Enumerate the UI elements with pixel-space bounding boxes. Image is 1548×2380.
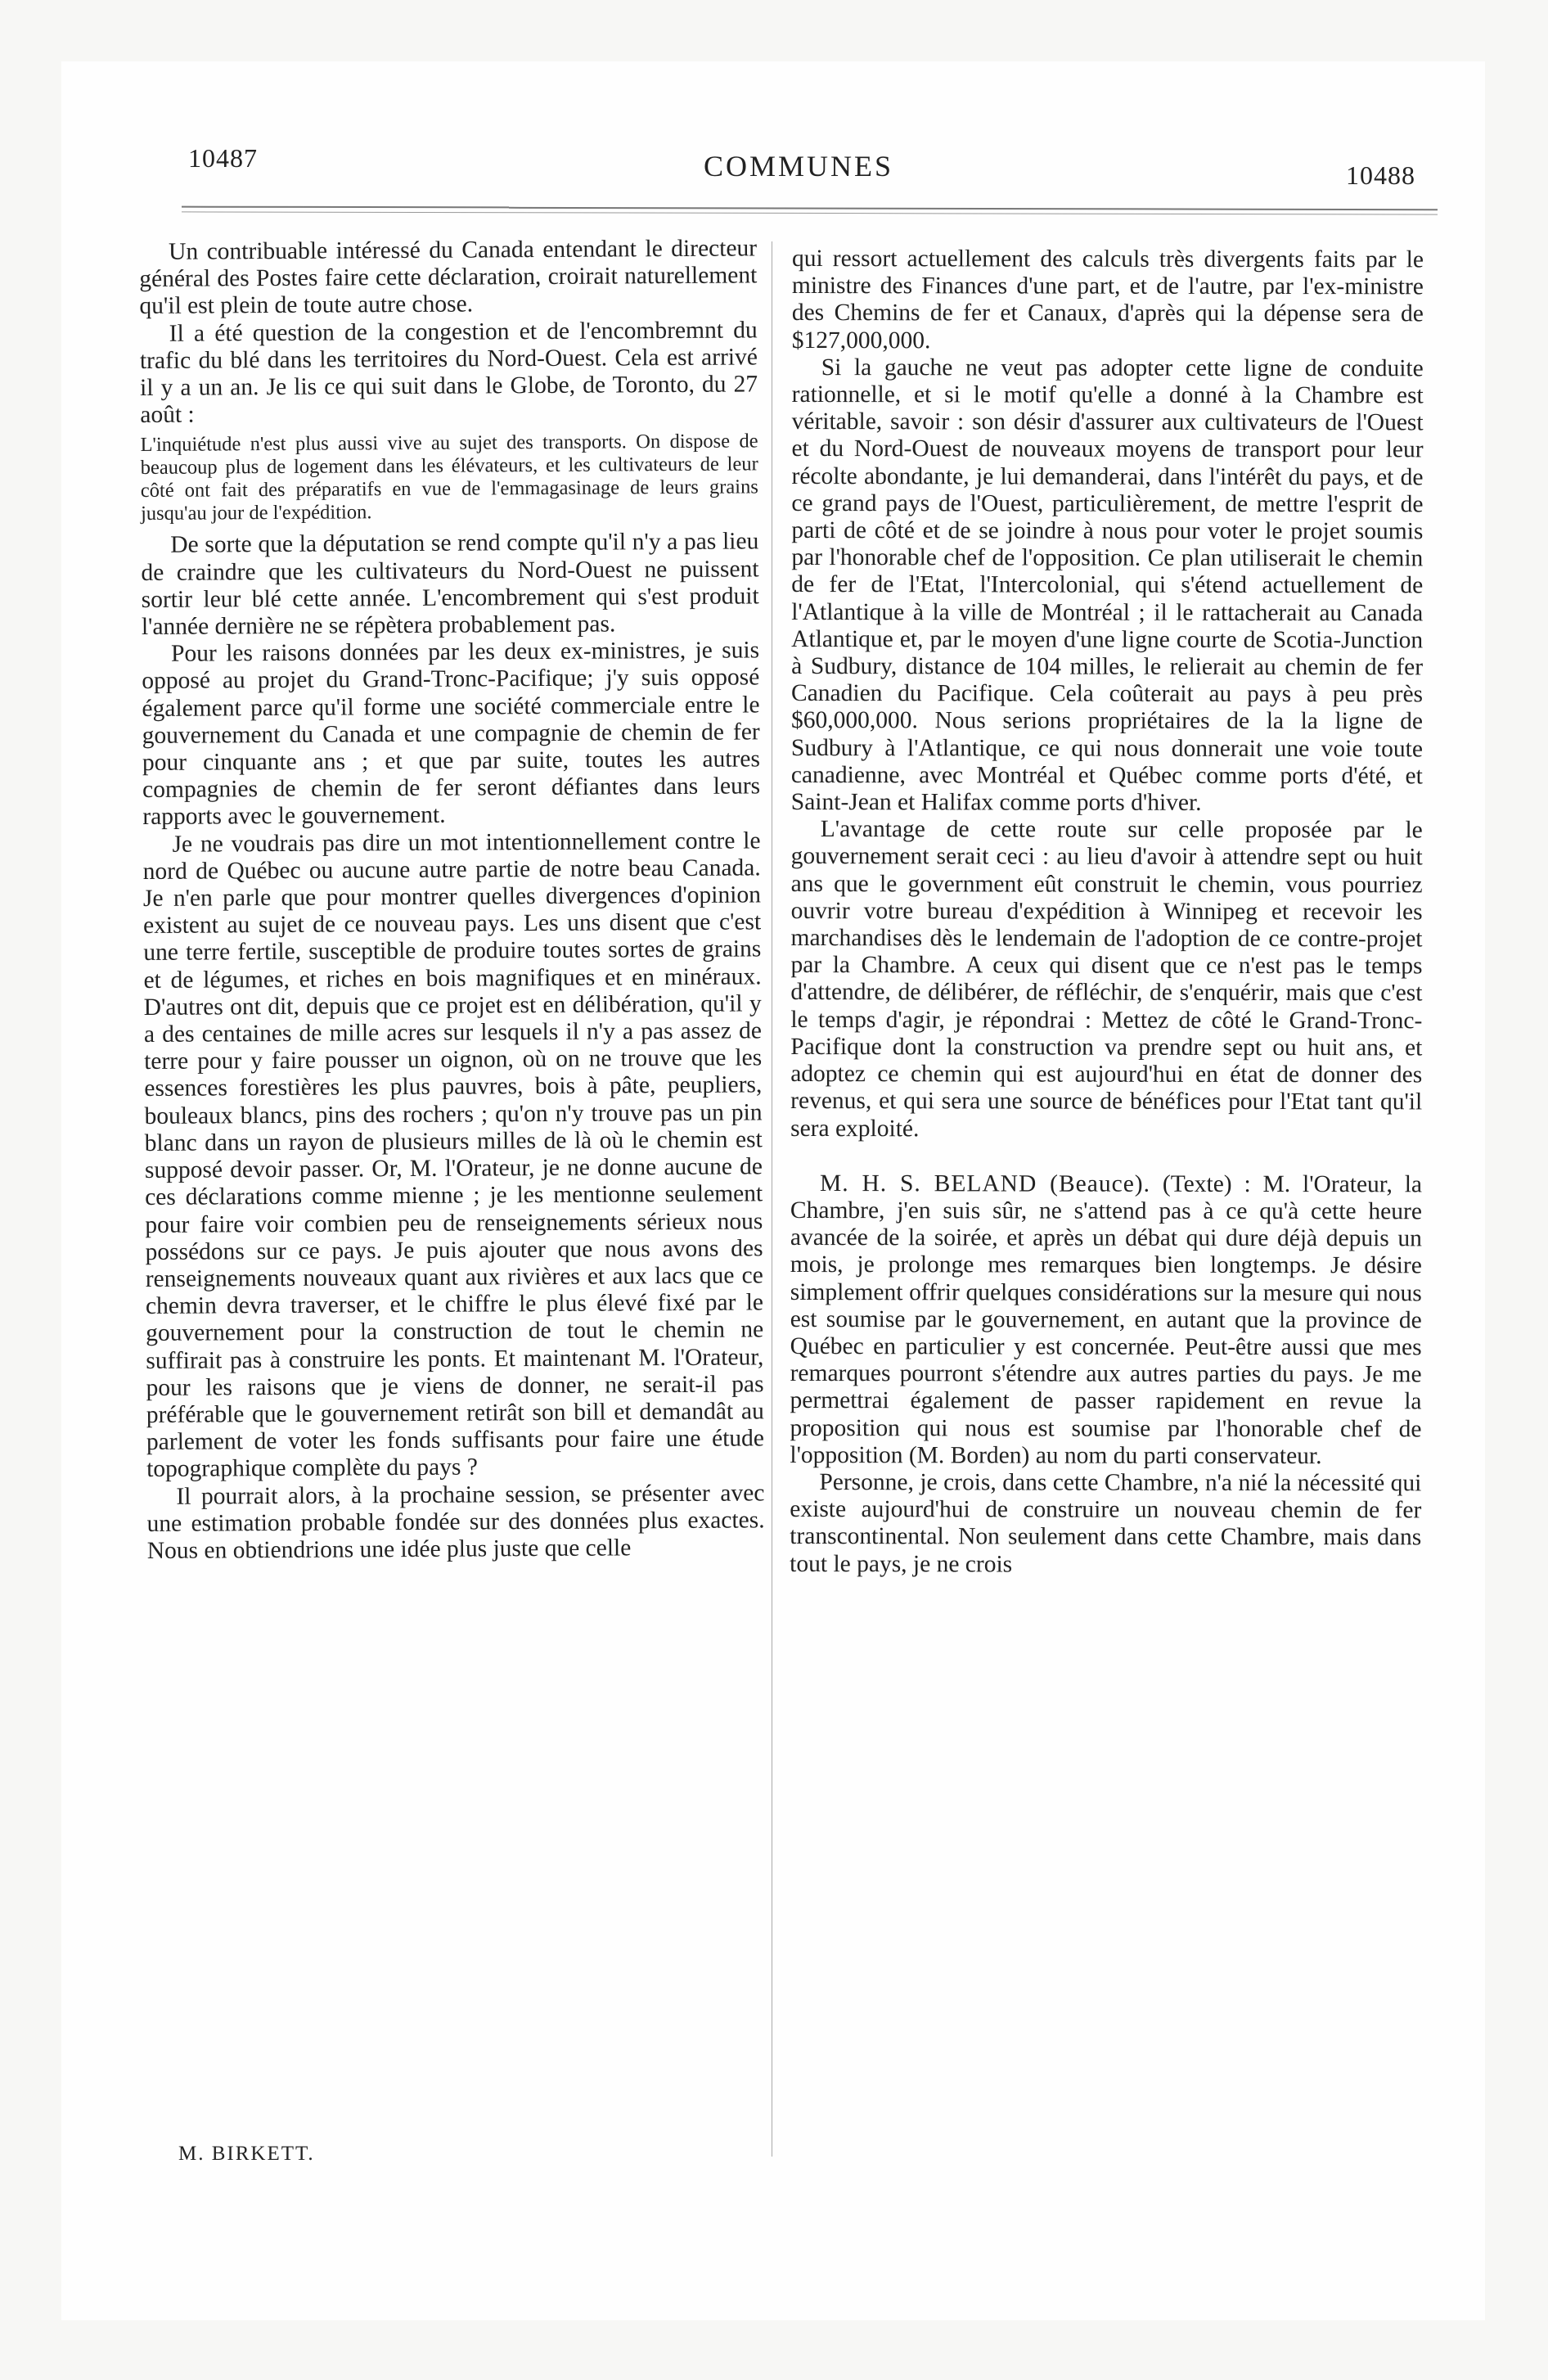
page-number-right: 10488 xyxy=(1346,160,1415,190)
paragraph: Il a été question de la congestion et de l'encombremnt du trafic du blé dans les territoires du Nord-Ouest. Cela est arrivé il y a un an. Je lis ce qui suit dans le Globe, de Toronto, du 27 août : xyxy=(139,316,758,429)
page-number-left: 10487 xyxy=(188,143,258,173)
footer-speaker-tag: M. BIRKETT. xyxy=(178,2143,315,2165)
speaker-name: M. H. S. BELAND (Beauce). xyxy=(819,1170,1151,1197)
paragraph-continued: qui ressort actuellement des calculs très divergents faits par le ministre des Finances d'une part, et de l'autre, par l'ex-ministre des Chemins de fer et Canaux, d'après qui la dépense sera de $127,000,000. xyxy=(791,246,1424,354)
paragraph: Personne, je crois, dans cette Chambre, n'a nié la nécessité qui existe aujourd'hui de construire un nouveau chemin de fer transcontinental. Non seulement dans cette Chambre, mais dans tout le pays, je ne crois xyxy=(790,1468,1422,1578)
paragraph: Si la gauche ne veut pas adopter cette ligne de conduite rationnelle, et si le motif qu'elle a donné à la Chambre est véritable, savoir : son désir d'assurer aux cultivateurs de l'Ouest et du Nord-Ouest de nouveaux moyens de transport pour leur récolte abondante, je lui demanderai, dans l'intérêt du pays, et de ce grand pays de l'Ouest, particulièrement, de mettre l'esprit de parti de côté et de se joindre à nous pour voter le projet soumis par l'honorable chef de l'opposition. Ce plan utiliserait le chemin de fer de l'Etat, l'Intercolonial, qui s'étend actuellement de l'Atlantique à la ville de Montréal ; il le rattacherait au Canada Atlantique et, par le moyen d'une ligne courte de Scotia-Junction à Sudbury, distance de 104 milles, le relierait au chemin de fer Canadien du Pacifique. Cela coûterait au pays à peu près $60,000,000. Nous serions propriétaires de la la ligne de Sudbury à l'Atlantique, ce qui nous donnerait une voie toute canadienne, avec Montréal et Québec comme ports d'été, et Saint-Jean et Halifax comme ports d'hiver. xyxy=(790,354,1424,816)
speech-paragraph xyxy=(790,1170,1422,1471)
paragraph: De sorte que la députation se rend compte qu'il n'y a pas lieu de craindre que les cultivateurs du Nord-Ouest ne puissent sortir leur blé cette année. L'encombrement qui s'est produit l'année dernière ne se répètera probablement pas. xyxy=(141,528,759,641)
paragraph: Un contribuable intéressé du Canada entendant le directeur général des Postes faire cette déclaration, croirait naturellement qu'il est plein de toute autre chose. xyxy=(139,235,758,320)
block-quote: L'inquiétude n'est plus aussi vive au sujet des transports. On dispose de beaucoup plus de logement dans les élévateurs, et les cultivateurs de leur côté ont fait des préparatifs en vue de l'emmagasinage de leurs grains jusqu'au jour de l'expédition. xyxy=(140,430,758,525)
paragraph: Pour les raisons données par les deux ex-ministres, je suis opposé au projet du Grand-Tronc-Pacifique; j'y suis opposé également parce qu'il forme une société commerciale entre le gouvernement du Canada et une compagnie de chemin de fer pour cinquante ans ; et que par suite, toutes les autres compagnies de chemin de fer seront défiantes dans leurs rapports avec le gouvernement. xyxy=(142,637,761,831)
left-column xyxy=(139,235,765,1565)
running-title: COMMUNES xyxy=(704,150,894,183)
paragraph: Il pourrait alors, à la prochaine session, se présenter avec une estimation probable fondée sur des données plus exactes. Nous en obtiendrions une idée plus juste que celle xyxy=(146,1479,765,1564)
right-column xyxy=(790,246,1424,1579)
paragraph: Je ne voudrais pas dire un mot intentionnellement contre le nord de Québec ou aucune autre partie de notre beau Canada. Je n'en parle que pour montrer quelles divergences d'opinion existent au sujet de ce nouveau pays. Les uns disent que c'est une terre fertile, susceptible de produire toutes sortes de grains et de légumes, et riches en bois magnifiques et en minéraux. D'autres ont dit, depuis que ce projet est en délibération, qu'il y a des centaines de mille acres sur lesquels il n'y a pas assez de terre pour y faire pousser un oignon, où on ne trouve que les essences forestières les plus pauvres, bois à pâte, peupliers, bouleaux blancs, pins des rochers ; qu'on n'y trouve pas un pin blanc dans un rayon de plusieurs milles de là où le chemin est supposé devoir passer. Or, M. l'Orateur, je ne donne aucune de ces déclarations comme mienne ; je les mentionne seulement pour faire voir combien peu de renseignements sérieux nous possédons sur ce pays. Je puis ajouter que nous avons des renseignements nouveaux quant aux rivières et aux lacs que ce chemin devra traverser, et le chiffre le plus élevé fixé par le gouvernement pour la construction de tout le chemin ne suffirait pas à construire les ponts. Et maintenant M. l'Orateur, pour les raisons que je viens de donner, ne serait-il pas préférable que le gouvernement retirât son bill et demandât au parlement de voter les fonds suffisants pour faire une étude topographique complète du pays ? xyxy=(142,827,765,1483)
paragraph: L'avantage de cette route sur celle proposée par le gouvernement serait ceci : au lieu d'avoir à attendre sept ou huit ans que le government eût construit le chemin, vous pourriez ouvrir votre bureau d'expédition à Winnipeg et recevoir les marchandises dès le lendemain de l'adoption de ce contre-projet par la Chambre. A ceux qui disent que ce n'est pas le temps d'attendre, de délibérer, de réfléchir, de s'enquérir, mais que c'est le temps d'agir, je répondrai : Mettez de côté le Grand-Tronc-Pacifique dont la construction va prendre sept ou huit ans, et adoptez ce chemin qui est aujourd'hui en état de donner des revenus, et qui sera une source de bénéfices pour l'Etat tant qu'il sera exploité. xyxy=(790,816,1423,1142)
speech-text: (Texte) : M. l'Orateur, la Chambre, j'en suis sûr, ne s'attend pas à ce qu'à cette heure avancée de la soirée, et après un débat qui dure déjà depuis un mois, je prolonge mes remarques bien longtemps. Je désire simplement offrir quelques considérations sur la mesure qui nous est soumise par le gouvernement, en autant que la province de Québec en particulier y est concernée. Peut-être aussi que mes remarques pourront s'étendre aux autres parties du pays. Je me permettrai également de passer rapidement en revue la proposition qui nous est soumise par l'honorable chef de l'opposition (M. Borden) au nom du parti conservateur. xyxy=(790,1170,1423,1469)
